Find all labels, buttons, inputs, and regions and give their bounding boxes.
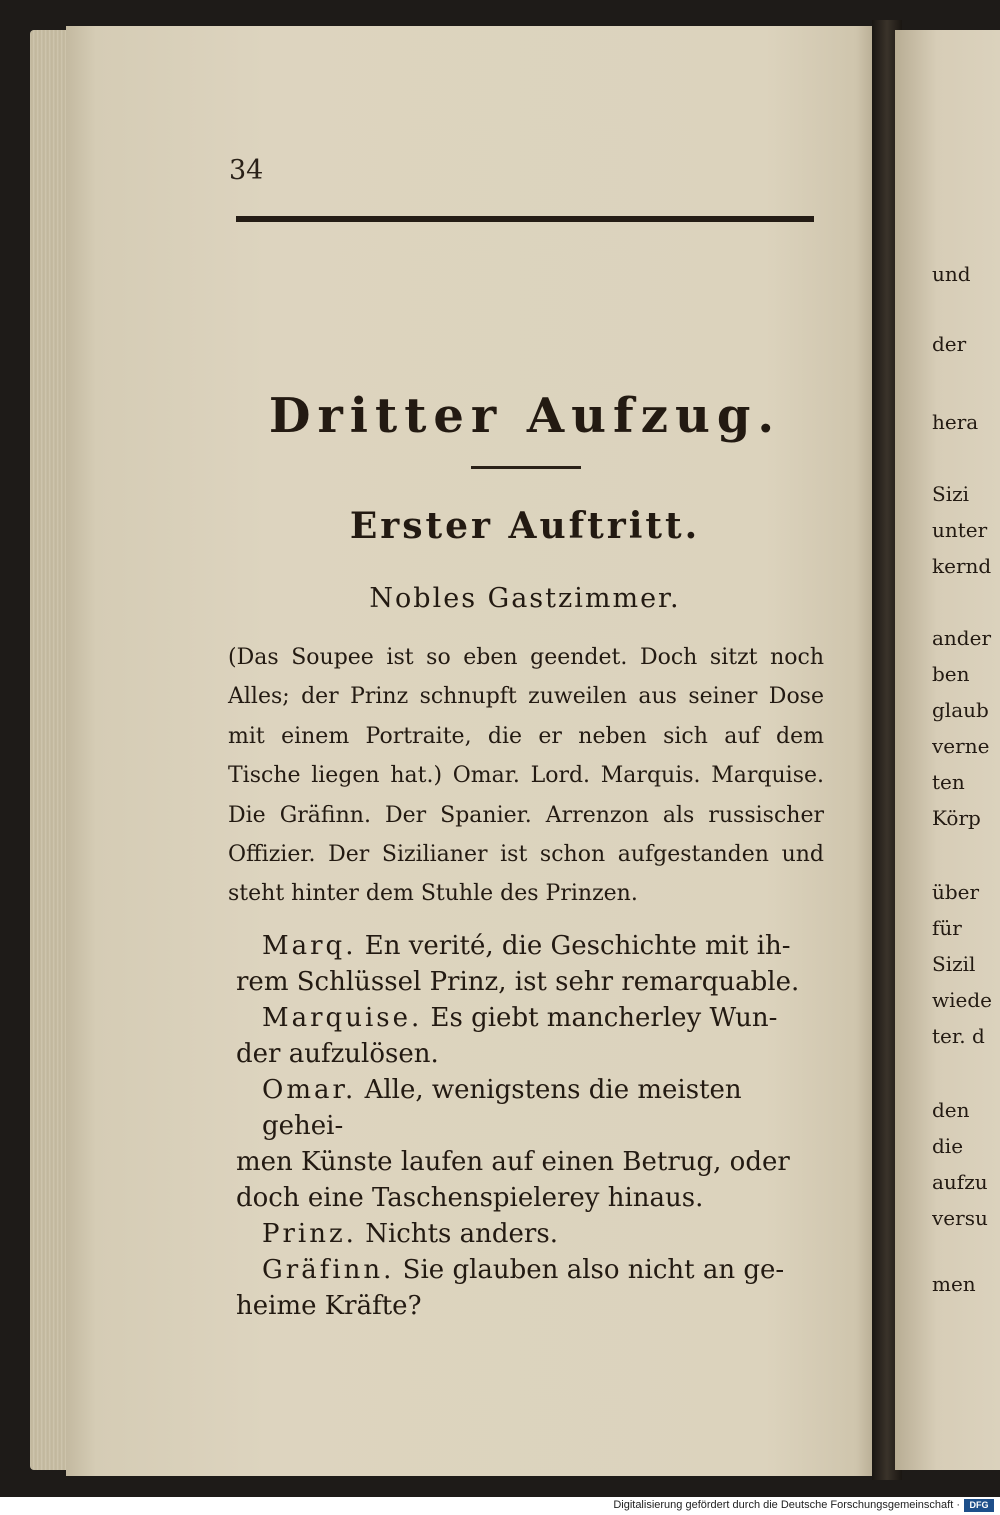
dialogue-text: Alle, wenigstens die meisten gehei- (262, 1075, 742, 1141)
dfg-logo: DFG (964, 1499, 994, 1512)
right-fragment: unter (932, 518, 988, 542)
right-fragment: ander (932, 626, 992, 650)
act-title: Dritter Aufzug. (268, 388, 782, 444)
dialogue-line (262, 1252, 824, 1288)
right-fragment: die (932, 1134, 964, 1158)
header-rule (236, 216, 814, 222)
footer-credit: Digitalisierung gefördert durch die Deutsche Forschungsgemeinschaft · (613, 1499, 960, 1511)
right-fragment: über (932, 880, 980, 904)
speaker-name: Marq. (262, 931, 357, 961)
right-fragment: ten (932, 770, 965, 794)
dialogue-text: Nichts anders. (365, 1219, 558, 1249)
right-fragment: glaub (932, 698, 989, 722)
right-fragment: aufzu (932, 1170, 988, 1194)
right-fragment: für (932, 916, 962, 940)
setting: Nobles Gastzimmer. (369, 583, 681, 614)
speaker-name: Marquise. (262, 1003, 423, 1033)
right-fragment: hera (932, 410, 979, 434)
page-edges (30, 30, 70, 1470)
right-fragment: ben (932, 662, 970, 686)
dialogue-continuation: heime Kräfte? (236, 1291, 422, 1321)
right-fragment: men (932, 1272, 976, 1296)
dialogue-continuation: der aufzulösen. (236, 1039, 439, 1069)
title-rule (471, 466, 581, 469)
scene-title: Erster Auftritt. (349, 505, 701, 547)
right-fragment: versu (932, 1206, 988, 1230)
dialogue-line (262, 928, 824, 964)
dialogue-continuation: men Künste laufen auf einen Betrug, oder doch eine Taschenspielerey hinaus. (236, 1147, 790, 1213)
dialogue-text: Sie glauben also nicht an ge- (402, 1255, 785, 1285)
dialogue-block (236, 928, 824, 1324)
right-fragment: den (932, 1098, 970, 1122)
right-page-text (932, 250, 1000, 1350)
right-fragment: kernd (932, 554, 992, 578)
right-fragment: ter. d (932, 1024, 985, 1048)
dialogue-text: Es giebt mancherley Wun- (430, 1003, 778, 1033)
right-fragment: verne (932, 734, 990, 758)
dialogue-line (262, 1000, 824, 1036)
right-fragment: Sizi (932, 482, 970, 506)
stage-direction: (Das Soupee ist so eben geendet. Doch sitzt noch Alles; der Prinz schnupft zuweilen aus seiner Dose mit einem Portraite, die er neben sich auf dem Tische liegen hat.) Omar. Lord. Marquis. Marquise. Die Gräfinn. Der Spanier. Arrenzon als russischer Offizier. Der Sizilianer ist schon aufgestanden und steht hinter dem Stuhle des Prinzen. (228, 645, 824, 907)
speaker-name: Prinz. (262, 1219, 357, 1249)
footer-bar (0, 1497, 1000, 1515)
right-fragment: wiede (932, 988, 992, 1012)
dialogue-line (262, 1072, 824, 1144)
speaker-name: Gräfinn. (262, 1255, 395, 1285)
dialogue-text: En verité, die Geschichte mit ih- (364, 931, 791, 961)
right-fragment: Körp (932, 806, 981, 830)
right-fragment: der (932, 332, 967, 356)
speaker-name: Omar. (262, 1075, 357, 1105)
dialogue-line (262, 1216, 824, 1252)
right-fragment: Sizil (932, 952, 976, 976)
right-fragment: und (932, 262, 971, 286)
page-number: 34 (229, 155, 264, 186)
dialogue-continuation: rem Schlüssel Prinz, ist sehr remarquable. (236, 967, 800, 997)
